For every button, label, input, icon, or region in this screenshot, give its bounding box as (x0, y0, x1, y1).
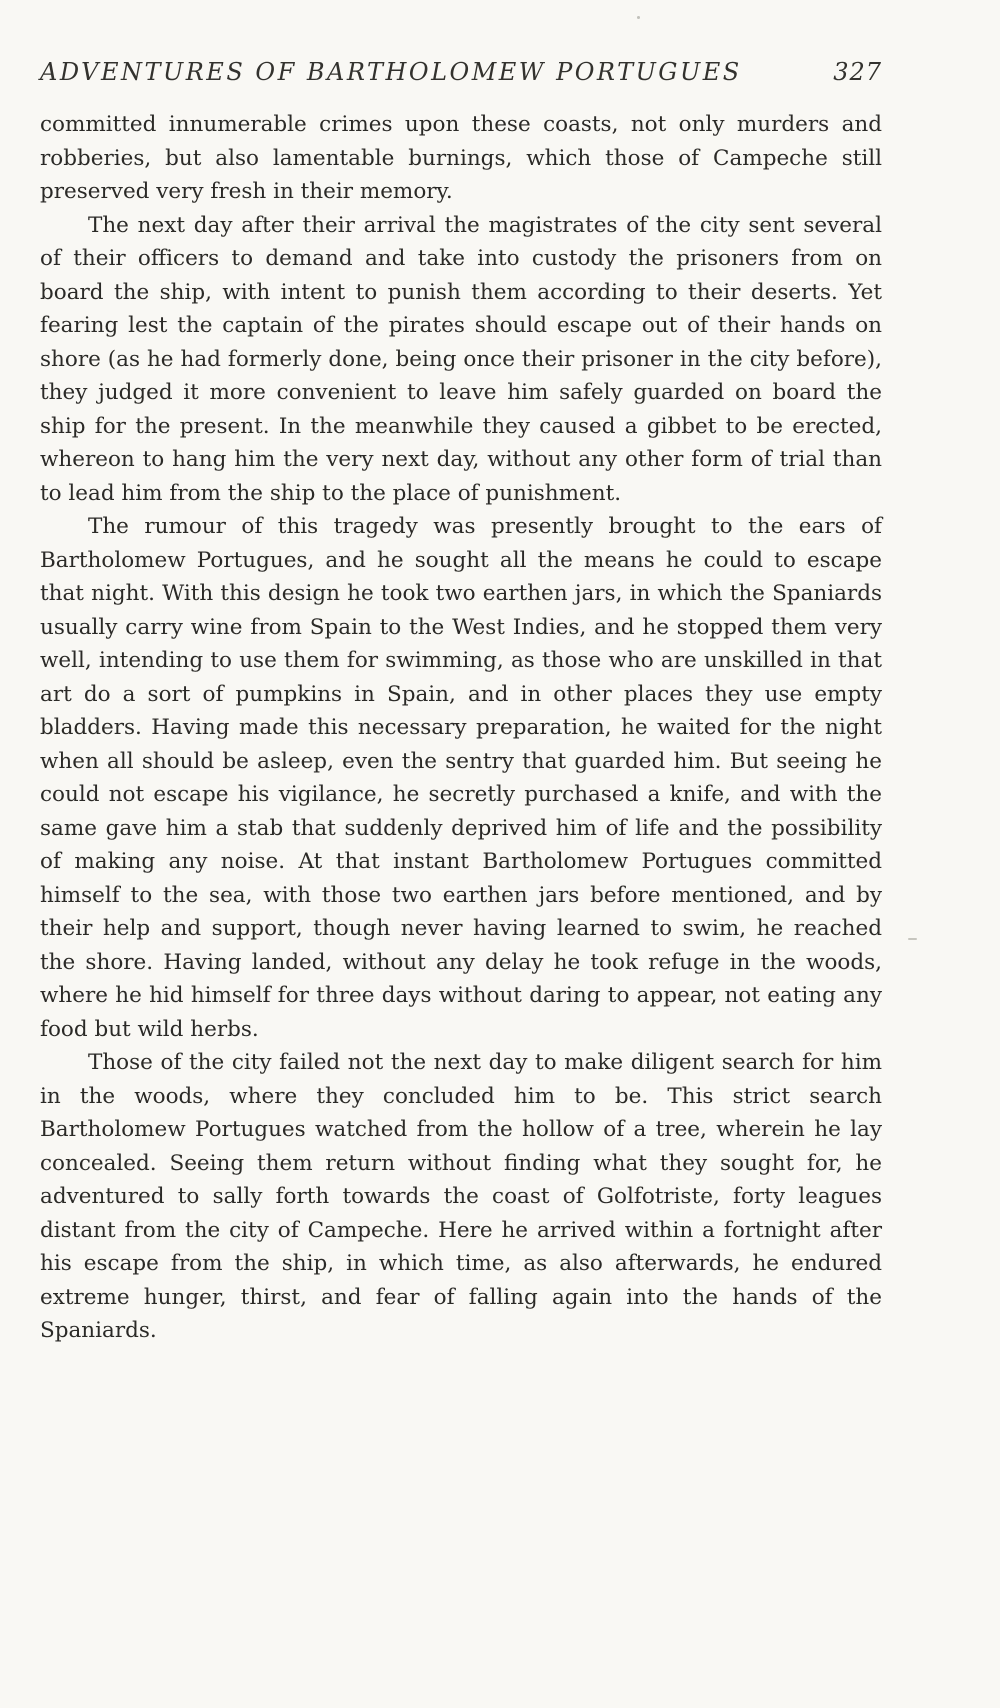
body-text (40, 108, 882, 1348)
scan-speck (637, 16, 640, 19)
paragraph-3: The rumour of this tragedy was presently brought to the ears of Bartholomew Portugues, and he sought all the means he could to escape that night. With this design he took two earthen jars, in which the Spaniards usually carry wine from Spain to the West Indies, and he stopped them very well, intending to use them for swimming, as those who are unskilled in that art do a sort of pumpkins in Spain, and in other places they use empty bladders. Having made this necessary preparation, he waited for the night when all should be asleep, even the sentry that guarded him. But seeing he could not escape his vigilance, he secretly purchased a knife, and with the same gave him a stab that suddenly deprived him of life and the possibility of making any noise. At that instant Bartholomew Portugues committed himself to the sea, with those two earthen jars before mentioned, and by their help and support, though never having learned to swim, he reached the shore. Having landed, without any delay he took refuge in the woods, where he hid himself for three days without daring to appear, not eating any food but wild herbs. (40, 514, 882, 1042)
running-header (40, 58, 882, 86)
paragraph-2: The next day after their arrival the magistrates of the city sent several of their officers to demand and take into custody the prisoners from on board the ship, with intent to punish them according to their deserts. Yet fearing lest the captain of the pirates should escape out of their hands on shore (as he had formerly done, being once their prisoner in the city before), they judged it more convenient to leave him safely guarded on board the ship for the present. In the meanwhile they caused a gibbet to be erected, whereon to hang him the very next day, without any other form of trial than to lead him from the ship to the place of punishment. (40, 212, 882, 506)
page-number: 327 (833, 58, 882, 86)
page-title: ADVENTURES OF BARTHOLOMEW PORTUGUES (40, 58, 742, 86)
paragraph-4: Those of the city failed not the next day to make diligent search for him in the woods, where they concluded him to be. This strict search Bartholomew Portugues watched from the hollow of a tree, wherein he lay concealed. Seeing them return without finding what they sought for, he adventured to sally forth towards the coast of Golfotriste, forty leagues distant from the city of Campeche. Here he arrived within a fortnight after his escape from the ship, in which time, as also afterwards, he endured extreme hunger, thirst, and fear of falling again into the hands of the Spaniards. (40, 1050, 882, 1343)
paragraph-1: committed innumerable crimes upon these coasts, not only murders and robberies, but also lamentable burnings, which those of Campeche still preserved very fresh in their memory. (40, 112, 882, 204)
scan-speck (908, 938, 917, 940)
